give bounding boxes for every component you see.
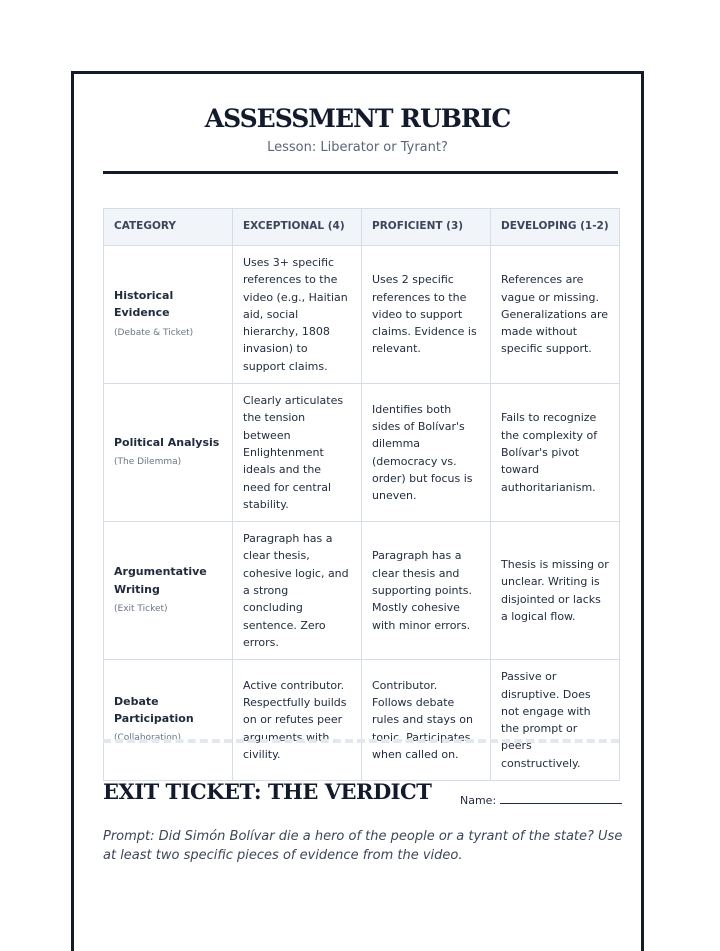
- developing-cell: References are vague or missing. Generalizations are made without specific support.: [491, 246, 620, 384]
- name-field: [460, 793, 622, 807]
- name-label: Name:: [460, 794, 497, 807]
- table-header-row: [104, 209, 620, 246]
- page-title: ASSESSMENT RUBRIC: [204, 104, 511, 133]
- rubric-table: [103, 208, 620, 781]
- category-name: Historical Evidence: [114, 289, 174, 320]
- proficient-cell: Identifies both sides of Bolívar's dilemma (democracy vs. order) but focus is uneven.: [362, 384, 491, 522]
- column-header-category: CATEGORY: [104, 209, 233, 246]
- proficient-cell: Paragraph has a clear thesis and supporting points. Mostly cohesive with minor errors.: [362, 522, 491, 660]
- category-subtitle: (Exit Ticket): [114, 603, 168, 614]
- table-row: [104, 246, 620, 384]
- category-cell: [104, 246, 233, 384]
- developing-cell: Passive or disruptive. Does not engage with the prompt or peers constructively.: [491, 660, 620, 781]
- section-divider: [103, 739, 619, 743]
- exit-ticket-prompt: Prompt: Did Simón Bolívar die a hero of the people or a tyrant of the state? Use at least two specific pieces of evidence from the video.: [103, 829, 623, 863]
- proficient-cell: Uses 2 specific references to the video to support claims. Evidence is relevant.: [362, 246, 491, 384]
- page-subtitle: Lesson: Liberator or Tyrant?: [267, 140, 448, 155]
- category-subtitle: (Debate & Ticket): [114, 327, 194, 338]
- category-name: Argumentative Writing: [114, 565, 207, 596]
- category-cell: [104, 522, 233, 660]
- category-name: Political Analysis: [114, 435, 220, 449]
- column-header-proficient: PROFICIENT (3): [362, 209, 491, 246]
- document-frame: [71, 71, 644, 951]
- exceptional-cell: Uses 3+ specific references to the video (e.g., Haitian aid, social hierarchy, 1808 invasion) to support claims.: [233, 246, 362, 384]
- exceptional-cell: Paragraph has a clear thesis, cohesive logic, and a strong concluding sentence. Zero errors.: [233, 522, 362, 660]
- developing-cell: Thesis is missing or unclear. Writing is disjointed or lacks a logical flow.: [491, 522, 620, 660]
- proficient-cell: Contributor. Follows debate rules and stays on topic. Participates when called on.: [362, 660, 491, 781]
- category-subtitle: (Collaboration): [114, 733, 182, 744]
- developing-cell: Fails to recognize the complexity of Bolívar's pivot toward authoritarianism.: [491, 384, 620, 522]
- category-name: Debate Participation: [114, 694, 194, 725]
- table-row: [104, 384, 620, 522]
- exit-ticket-title: EXIT TICKET: THE VERDICT: [103, 779, 432, 804]
- category-cell: [104, 384, 233, 522]
- exceptional-cell: Active contributor. Respectfully builds on or refutes peer arguments with civility.: [233, 660, 362, 781]
- header-divider: [103, 171, 618, 174]
- exceptional-cell: Clearly articulates the tension between Enlightenment ideals and the need for central stability.: [233, 384, 362, 522]
- category-cell: [104, 660, 233, 781]
- category-subtitle: (The Dilemma): [114, 457, 182, 468]
- column-header-developing: DEVELOPING (1-2): [491, 209, 620, 246]
- table-row: [104, 522, 620, 660]
- column-header-exceptional: EXCEPTIONAL (4): [233, 209, 362, 246]
- name-blank-line: [500, 793, 622, 804]
- table-row: [104, 660, 620, 781]
